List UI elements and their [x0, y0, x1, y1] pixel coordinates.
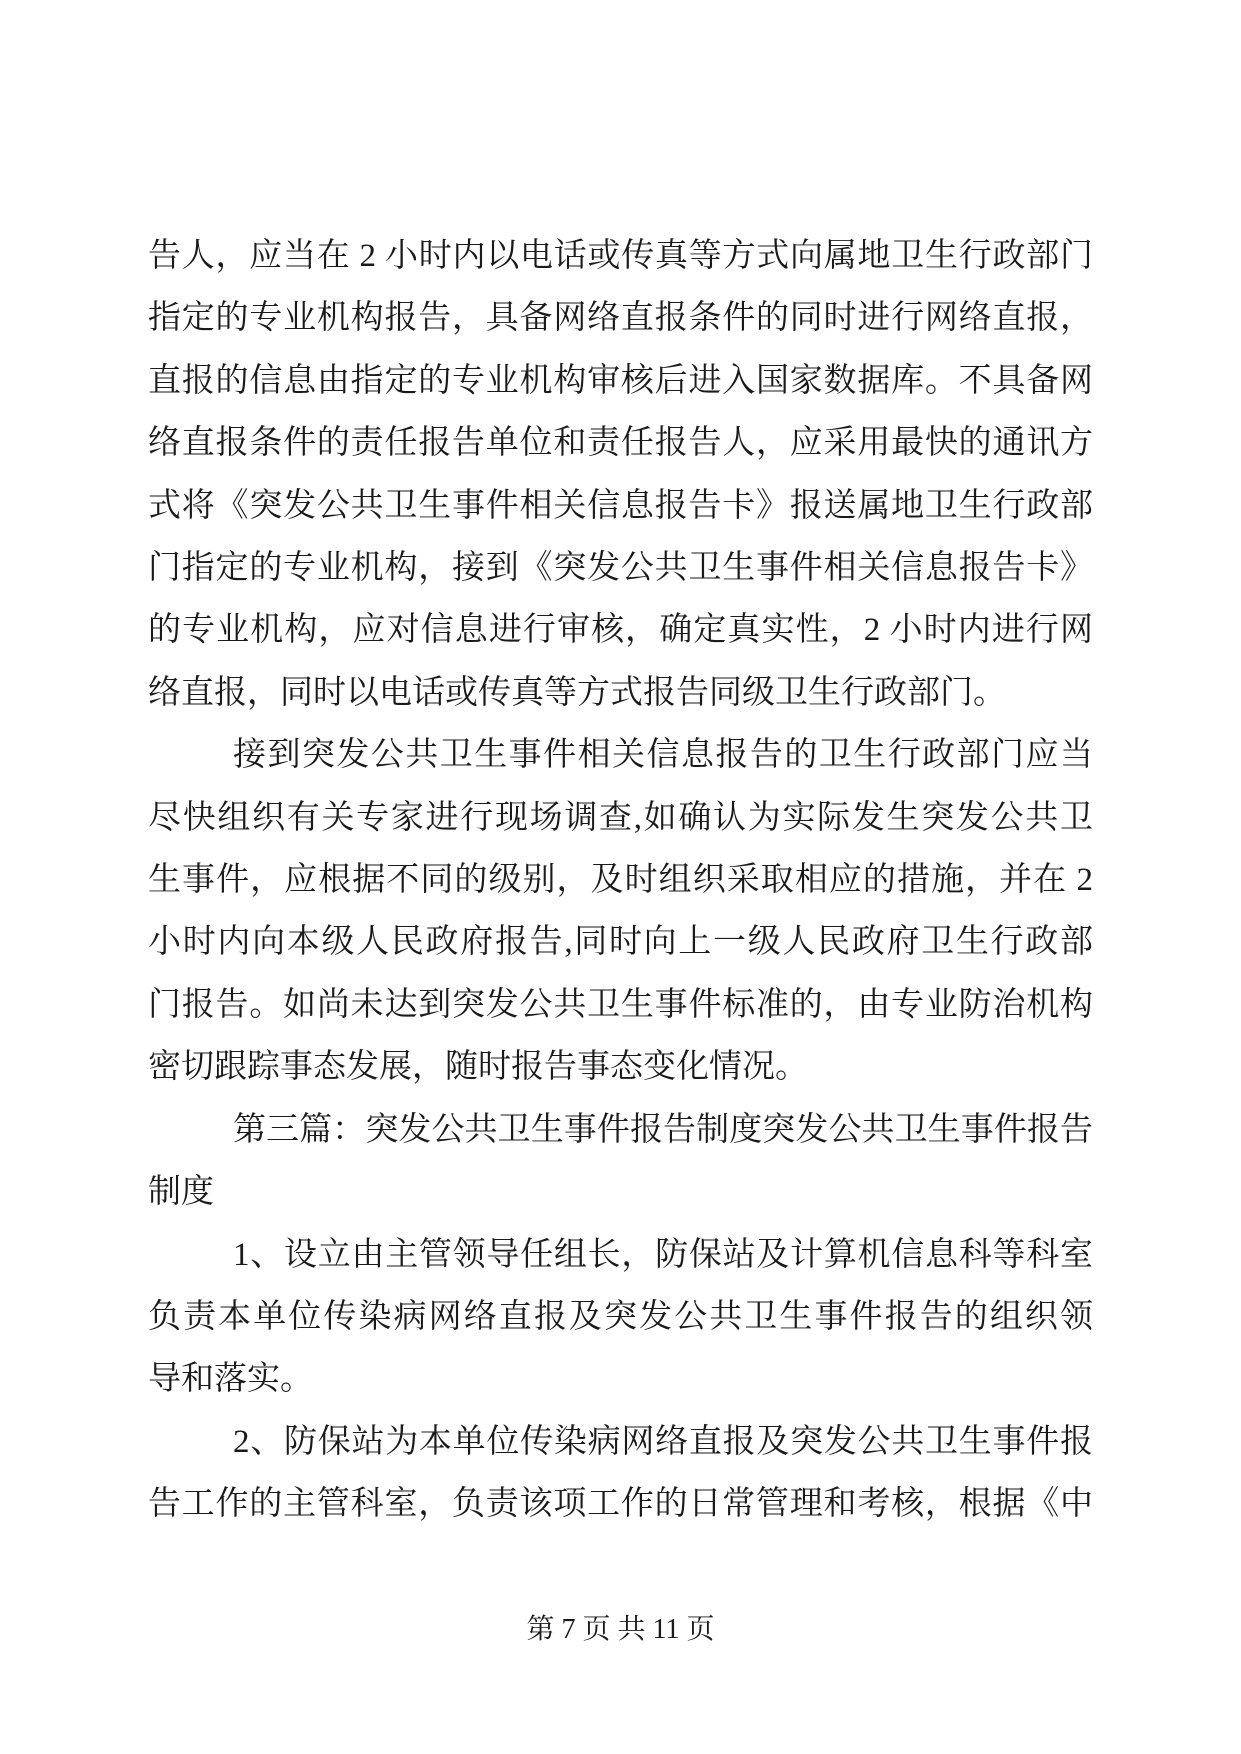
text-line: 导和落实。 [148, 1361, 313, 1398]
page-footer: 第 7 页 共 11 页 [526, 1614, 715, 1645]
document-body [148, 225, 1093, 1536]
text-line: 门报告。如尚未达到突发公共卫生事件标准的，由专业防治机构 [148, 986, 1093, 1023]
text-line: 的专业机构，应对信息进行审核，确定真实性，2 小时内进行网 [148, 612, 1093, 649]
text-line: 门指定的专业机构，接到《突发公共卫生事件相关信息报告卡》 [148, 550, 1093, 587]
text-line: 第三篇：突发公共卫生事件报告制度突发公共卫生事件报告 [233, 1111, 1093, 1148]
text-line: 1、设立由主管领导任组长，防保站及计算机信息科等科室 [233, 1236, 1093, 1273]
text-line: 接到突发公共卫生事件相关信息报告的卫生行政部门应当 [233, 737, 1093, 774]
text-line: 尽快组织有关专家进行现场调查,如确认为实际发生突发公共卫 [148, 799, 1093, 836]
text-line: 小时内向本级人民政府报告,同时向上一级人民政府卫生行政部 [148, 924, 1093, 961]
text-line: 负责本单位传染病网络直报及突发公共卫生事件报告的组织领 [148, 1298, 1093, 1335]
text-line: 式将《突发公共卫生事件相关信息报告卡》报送属地卫生行政部 [148, 487, 1093, 524]
text-line: 制度 [148, 1174, 214, 1211]
text-line: 生事件，应根据不同的级别，及时组织采取相应的措施，并在 2 [148, 862, 1093, 899]
text-line: 告工作的主管科室，负责该项工作的日常管理和考核，根据《中 [148, 1486, 1093, 1523]
text-line: 密切跟踪事态发展，随时报告事态变化情况。 [148, 1049, 808, 1086]
text-line: 2、防保站为本单位传染病网络直报及突发公共卫生事件报 [233, 1423, 1093, 1460]
text-line: 络直报条件的责任报告单位和责任报告人，应采用最快的通讯方 [148, 425, 1093, 462]
text-line: 指定的专业机构报告，具备网络直报条件的同时进行网络直报， [148, 300, 1093, 337]
text-line: 络直报，同时以电话或传真等方式报告同级卫生行政部门。 [148, 674, 1006, 711]
text-line: 告人，应当在 2 小时内以电话或传真等方式向属地卫生行政部门 [148, 238, 1093, 274]
text-line: 直报的信息由指定的专业机构审核后进入国家数据库。不具备网 [148, 362, 1093, 399]
